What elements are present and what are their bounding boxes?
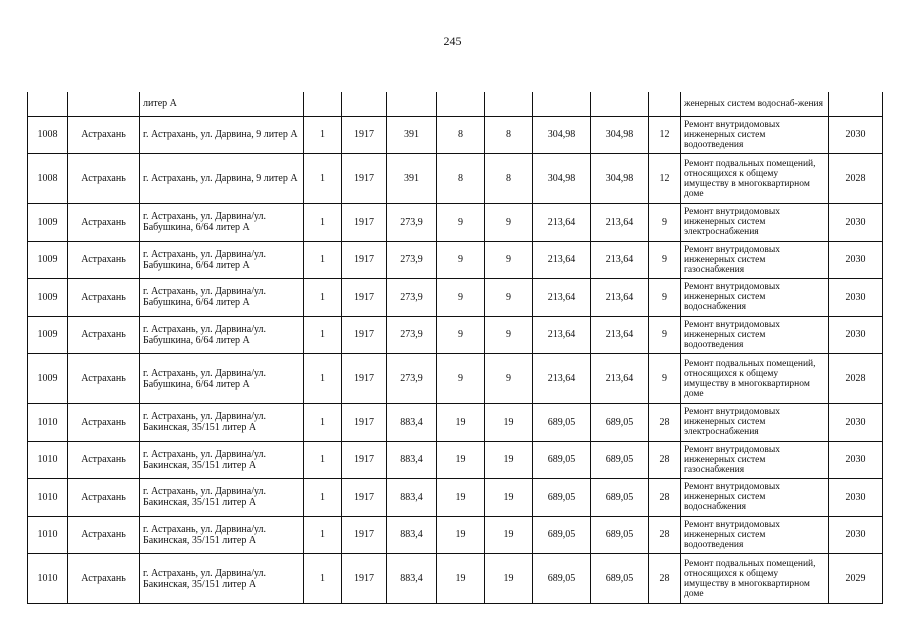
residential-area-cell: 9 (437, 316, 485, 354)
area-2-cell: 689,05 (591, 441, 649, 479)
row-number-cell: 1010 (28, 441, 68, 479)
table-row (28, 404, 883, 442)
residents-count-cell: 28 (649, 404, 681, 442)
year-built-cell: 1917 (342, 241, 387, 279)
housing-repair-table (27, 92, 883, 604)
residential-area-cell: 19 (437, 516, 485, 554)
city-cell: Астрахань (68, 316, 140, 354)
area-2-cell: 213,64 (591, 316, 649, 354)
row-number-cell: 1009 (28, 354, 68, 404)
planned-year-cell: 2030 (829, 441, 883, 479)
area-2-cell: 304,98 (591, 116, 649, 154)
city-cell: Астрахань (68, 404, 140, 442)
dwellings-count-cell: 9 (485, 279, 533, 317)
area-1-cell: 213,64 (533, 204, 591, 242)
area-1-cell: 689,05 (533, 479, 591, 517)
address-cell: г. Астрахань, ул. Дарвина/ул. Бабушкина, 6/64 литер А (140, 204, 304, 242)
residential-area-cell: 8 (437, 154, 485, 204)
address-cell: г. Астрахань, ул. Дарвина/ул. Бакинская, 35/151 литер А (140, 441, 304, 479)
residents-count-cell: 28 (649, 516, 681, 554)
year-built-cell: 1917 (342, 116, 387, 154)
page-number: 245 (443, 34, 462, 48)
residents-count-cell: 28 (649, 441, 681, 479)
row-number-cell: 1009 (28, 316, 68, 354)
city-cell: Астрахань (68, 154, 140, 204)
dwellings-count-cell: 19 (485, 479, 533, 517)
address-cell: г. Астрахань, ул. Дарвина/ул. Бабушкина, 6/64 литер А (140, 354, 304, 404)
row-number-cell: 1009 (28, 279, 68, 317)
planned-year-cell: 2029 (829, 554, 883, 604)
table-row (28, 116, 883, 154)
total-area-cell: 883,4 (387, 516, 437, 554)
year-built-cell: 1917 (342, 154, 387, 204)
planned-year-cell: 2030 (829, 116, 883, 154)
row-number-cell: 1010 (28, 404, 68, 442)
total-area-cell: 883,4 (387, 554, 437, 604)
residents-count-cell: 12 (649, 154, 681, 204)
table-row (28, 316, 883, 354)
city-cell: Астрахань (68, 354, 140, 404)
area-2-cell: 213,64 (591, 354, 649, 404)
building-type-cell: 1 (304, 554, 342, 604)
work-type-cell: женерных систем водоснаб-жения (681, 92, 829, 116)
work-type-cell: Ремонт внутридомовых инженерных систем газоснабжения (681, 241, 829, 279)
area-2-cell: 213,64 (591, 279, 649, 317)
area-1-cell: 213,64 (533, 354, 591, 404)
total-area-cell: 391 (387, 116, 437, 154)
row-number-cell: 1010 (28, 479, 68, 517)
table-row (28, 479, 883, 517)
residents-count-cell: 9 (649, 204, 681, 242)
work-type-cell: Ремонт подвальных помещений, относящихся к общему имуществу в многоквартирном доме (681, 154, 829, 204)
building-type-cell: 1 (304, 441, 342, 479)
residents-count-cell: 9 (649, 241, 681, 279)
city-cell: Астрахань (68, 554, 140, 604)
dwellings-count-cell: 19 (485, 441, 533, 479)
area-1-cell: 689,05 (533, 404, 591, 442)
address-cell: г. Астрахань, ул. Дарвина/ул. Бакинская, 35/151 литер А (140, 516, 304, 554)
address-cell: г. Астрахань, ул. Дарвина, 9 литер А (140, 154, 304, 204)
work-type-cell: Ремонт внутридомовых инженерных систем электроснабжения (681, 404, 829, 442)
residential-area-cell: 19 (437, 479, 485, 517)
city-cell: Астрахань (68, 516, 140, 554)
residents-count-cell: 9 (649, 354, 681, 404)
area-1-cell: 304,98 (533, 116, 591, 154)
area-1-cell: 213,64 (533, 241, 591, 279)
dwellings-count-cell: 8 (485, 154, 533, 204)
planned-year-cell: 2030 (829, 516, 883, 554)
building-type-cell: 1 (304, 354, 342, 404)
planned-year-cell: 2030 (829, 404, 883, 442)
total-area-cell: 391 (387, 154, 437, 204)
work-type-cell: Ремонт внутридомовых инженерных систем газоснабжения (681, 441, 829, 479)
planned-year-cell: 2028 (829, 354, 883, 404)
area-1-cell: 689,05 (533, 554, 591, 604)
city-cell: Астрахань (68, 479, 140, 517)
year-built-cell: 1917 (342, 479, 387, 517)
work-type-cell: Ремонт внутридомовых инженерных систем электроснабжения (681, 204, 829, 242)
building-type-cell: 1 (304, 516, 342, 554)
dwellings-count-cell: 8 (485, 116, 533, 154)
dwellings-count-cell: 9 (485, 316, 533, 354)
table-row (28, 154, 883, 204)
residents-count-cell: 28 (649, 479, 681, 517)
continuation-row (28, 92, 883, 116)
total-area-cell: 273,9 (387, 354, 437, 404)
planned-year-cell: 2028 (829, 154, 883, 204)
address-cell: г. Астрахань, ул. Дарвина/ул. Бакинская, 35/151 литер А (140, 404, 304, 442)
building-type-cell: 1 (304, 154, 342, 204)
city-cell: Астрахань (68, 241, 140, 279)
address-cell: литер А (140, 92, 304, 116)
planned-year-cell: 2030 (829, 316, 883, 354)
address-cell: г. Астрахань, ул. Дарвина/ул. Бабушкина, 6/64 литер А (140, 316, 304, 354)
total-area-cell: 883,4 (387, 404, 437, 442)
work-type-cell: Ремонт внутридомовых инженерных систем водоснабжения (681, 279, 829, 317)
building-type-cell: 1 (304, 316, 342, 354)
table-row (28, 354, 883, 404)
work-type-cell: Ремонт подвальных помещений, относящихся к общему имуществу в многоквартирном доме (681, 554, 829, 604)
row-number-cell: 1008 (28, 154, 68, 204)
residents-count-cell: 28 (649, 554, 681, 604)
year-built-cell: 1917 (342, 404, 387, 442)
dwellings-count-cell: 19 (485, 554, 533, 604)
total-area-cell: 883,4 (387, 479, 437, 517)
table-row (28, 241, 883, 279)
dwellings-count-cell: 9 (485, 241, 533, 279)
row-number-cell: 1009 (28, 241, 68, 279)
planned-year-cell: 2030 (829, 204, 883, 242)
building-type-cell: 1 (304, 479, 342, 517)
year-built-cell: 1917 (342, 516, 387, 554)
year-built-cell: 1917 (342, 354, 387, 404)
residential-area-cell: 19 (437, 441, 485, 479)
residential-area-cell: 9 (437, 204, 485, 242)
city-cell: Астрахань (68, 441, 140, 479)
work-type-cell: Ремонт внутридомовых инженерных систем водоснабжения (681, 479, 829, 517)
address-cell: г. Астрахань, ул. Дарвина/ул. Бакинская, 35/151 литер А (140, 554, 304, 604)
table-row (28, 204, 883, 242)
planned-year-cell: 2030 (829, 279, 883, 317)
address-cell: г. Астрахань, ул. Дарвина/ул. Бабушкина, 6/64 литер А (140, 279, 304, 317)
area-1-cell: 689,05 (533, 516, 591, 554)
year-built-cell: 1917 (342, 441, 387, 479)
city-cell: Астрахань (68, 116, 140, 154)
planned-year-cell: 2030 (829, 241, 883, 279)
area-2-cell: 689,05 (591, 404, 649, 442)
year-built-cell: 1917 (342, 316, 387, 354)
row-number-cell: 1010 (28, 516, 68, 554)
row-number-cell: 1009 (28, 204, 68, 242)
row-number-cell: 1010 (28, 554, 68, 604)
work-type-cell: Ремонт внутридомовых инженерных систем водоотведения (681, 116, 829, 154)
total-area-cell: 883,4 (387, 441, 437, 479)
area-1-cell: 304,98 (533, 154, 591, 204)
table-row (28, 554, 883, 604)
dwellings-count-cell: 19 (485, 404, 533, 442)
row-number-cell: 1008 (28, 116, 68, 154)
residents-count-cell: 9 (649, 316, 681, 354)
planned-year-cell: 2030 (829, 479, 883, 517)
area-2-cell: 689,05 (591, 479, 649, 517)
total-area-cell: 273,9 (387, 279, 437, 317)
area-2-cell: 689,05 (591, 516, 649, 554)
area-2-cell: 304,98 (591, 154, 649, 204)
work-type-cell: Ремонт внутридомовых инженерных систем водоотведения (681, 516, 829, 554)
area-1-cell: 689,05 (533, 441, 591, 479)
area-1-cell: 213,64 (533, 316, 591, 354)
area-1-cell: 213,64 (533, 279, 591, 317)
dwellings-count-cell: 9 (485, 354, 533, 404)
city-cell: Астрахань (68, 279, 140, 317)
building-type-cell: 1 (304, 204, 342, 242)
table-row (28, 441, 883, 479)
table-row (28, 516, 883, 554)
area-2-cell: 689,05 (591, 554, 649, 604)
residents-count-cell: 9 (649, 279, 681, 317)
residents-count-cell: 12 (649, 116, 681, 154)
total-area-cell: 273,9 (387, 316, 437, 354)
city-cell: Астрахань (68, 204, 140, 242)
area-2-cell: 213,64 (591, 241, 649, 279)
year-built-cell: 1917 (342, 279, 387, 317)
residential-area-cell: 9 (437, 354, 485, 404)
address-cell: г. Астрахань, ул. Дарвина/ул. Бабушкина, 6/64 литер А (140, 241, 304, 279)
area-2-cell: 213,64 (591, 204, 649, 242)
residential-area-cell: 9 (437, 241, 485, 279)
work-type-cell: Ремонт внутридомовых инженерных систем водоотведения (681, 316, 829, 354)
residential-area-cell: 19 (437, 404, 485, 442)
year-built-cell: 1917 (342, 204, 387, 242)
work-type-cell: Ремонт подвальных помещений, относящихся к общему имуществу в многоквартирном доме (681, 354, 829, 404)
total-area-cell: 273,9 (387, 204, 437, 242)
residential-area-cell: 8 (437, 116, 485, 154)
residential-area-cell: 9 (437, 279, 485, 317)
dwellings-count-cell: 9 (485, 204, 533, 242)
table-row (28, 279, 883, 317)
year-built-cell: 1917 (342, 554, 387, 604)
dwellings-count-cell: 19 (485, 516, 533, 554)
building-type-cell: 1 (304, 116, 342, 154)
building-type-cell: 1 (304, 279, 342, 317)
residential-area-cell: 19 (437, 554, 485, 604)
address-cell: г. Астрахань, ул. Дарвина/ул. Бакинская, 35/151 литер А (140, 479, 304, 517)
building-type-cell: 1 (304, 241, 342, 279)
building-type-cell: 1 (304, 404, 342, 442)
total-area-cell: 273,9 (387, 241, 437, 279)
address-cell: г. Астрахань, ул. Дарвина, 9 литер А (140, 116, 304, 154)
